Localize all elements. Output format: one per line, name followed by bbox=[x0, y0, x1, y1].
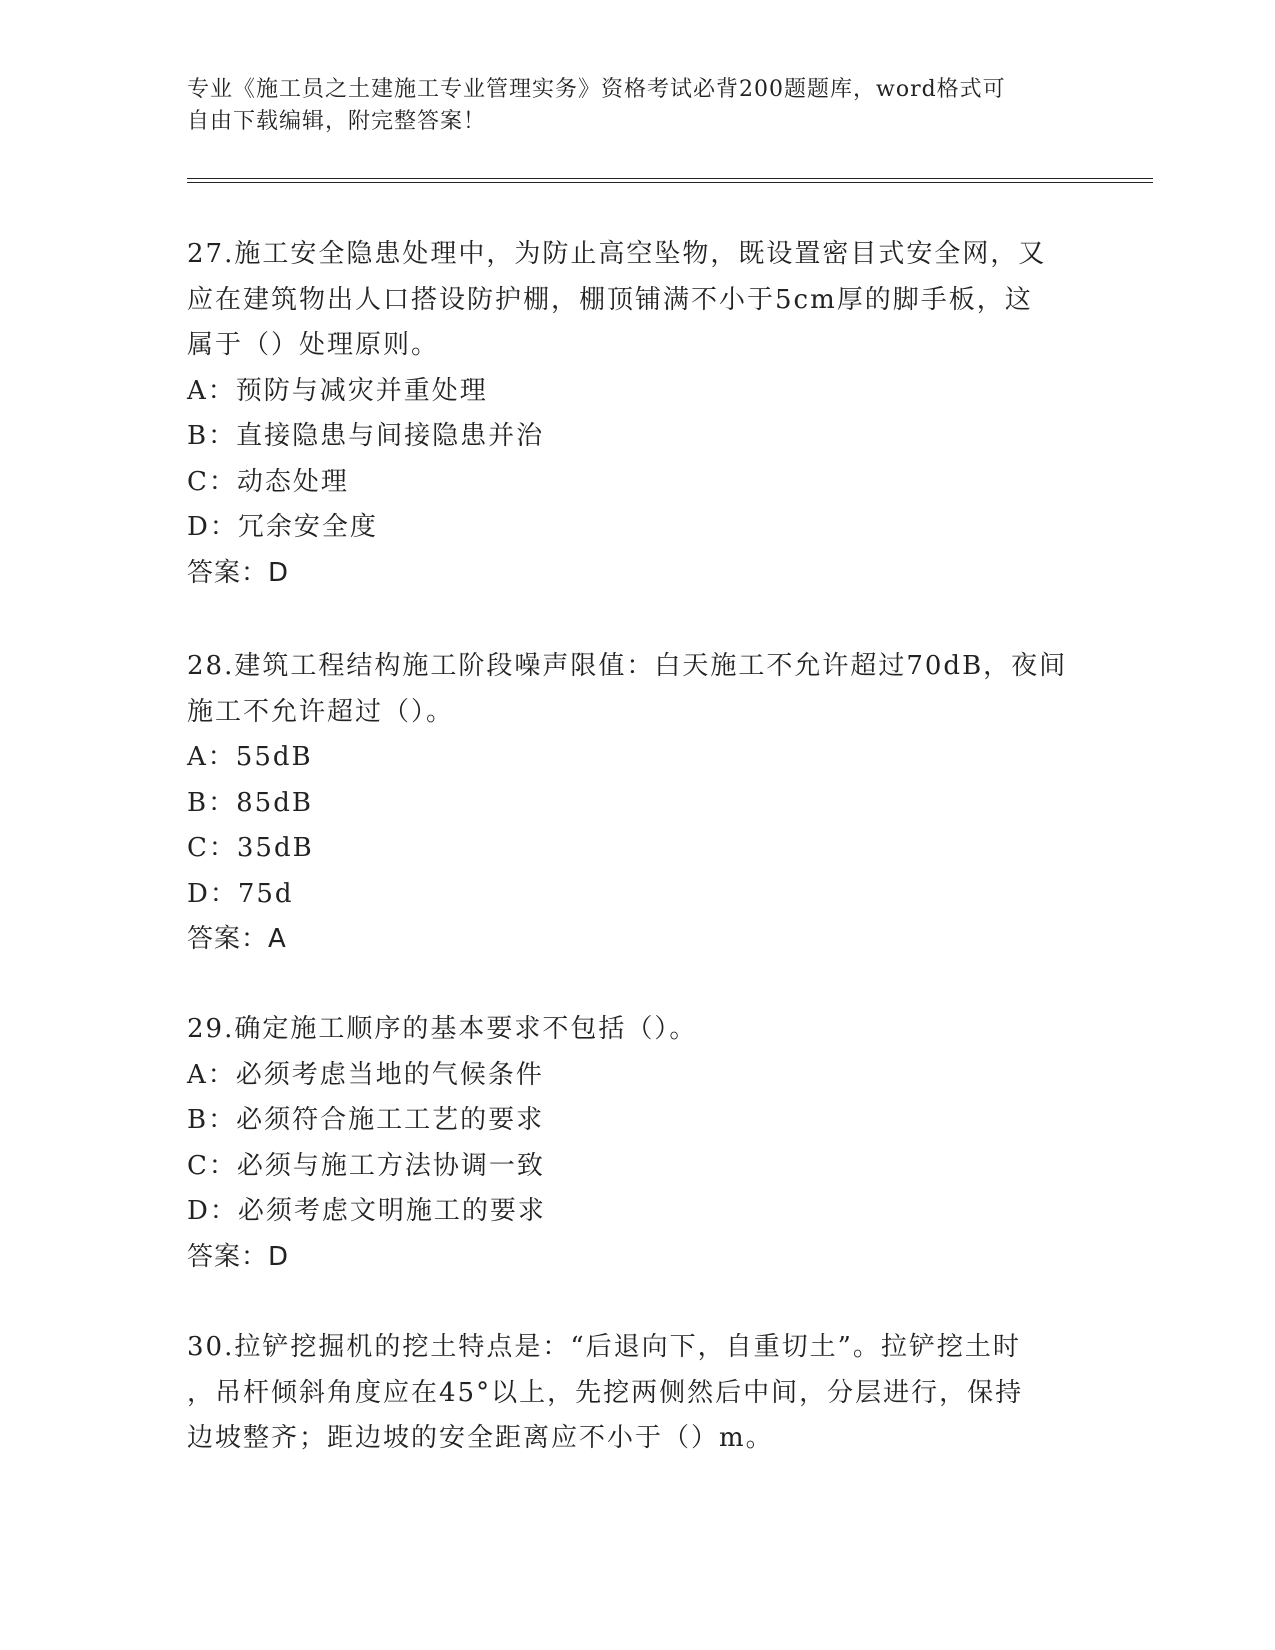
question-29-stem-line-1: 29.确定施工顺序的基本要求不包括（）。 bbox=[187, 1014, 698, 1044]
question-29-answer: 答案：D bbox=[187, 1241, 290, 1272]
question-28 bbox=[187, 644, 1087, 963]
question-28-option-a: A：55dB bbox=[187, 742, 313, 772]
question-27-stem-line-2: 应在建筑物出人口搭设防护棚，棚顶铺满不小于5cm厚的脚手板，这 bbox=[187, 284, 1033, 315]
question-30-stem-line-3: 边坡整齐；距边坡的安全距离应不小于（）m。 bbox=[187, 1423, 774, 1453]
question-30 bbox=[187, 1325, 1087, 1462]
question-27-option-a: A：预防与减灾并重处理 bbox=[187, 375, 488, 406]
question-30-stem-line-2: ，吊杆倾斜角度应在45°以上，先挖两侧然后中间，分层进行，保持 bbox=[187, 1377, 1024, 1408]
header-title-line-1: 专业《施工员之土建施工专业管理实务》资格考试必背200题题库，word格式可 bbox=[187, 77, 1006, 102]
question-27-option-d: D：冗余安全度 bbox=[187, 512, 378, 542]
header-title-line-2: 自由下载编辑，附完整答案！ bbox=[187, 109, 487, 134]
question-27-answer: 答案：D bbox=[187, 557, 290, 588]
question-29 bbox=[187, 1007, 1087, 1280]
document-header bbox=[187, 74, 1067, 138]
question-29-option-d: D：必须考虑文明施工的要求 bbox=[187, 1196, 546, 1226]
question-27 bbox=[187, 232, 1087, 596]
question-30-stem-line-1: 30.拉铲挖掘机的挖土特点是：“后退向下，自重切土”。拉铲挖土时 bbox=[187, 1332, 1021, 1362]
header-divider-bottom bbox=[187, 182, 1153, 183]
question-28-option-c: C：35dB bbox=[187, 833, 314, 863]
question-27-option-b: B：直接隐患与间接隐患并治 bbox=[187, 421, 545, 451]
question-27-stem-line-1: 27.施工安全隐患处理中，为防止高空坠物，既设置密目式安全网，又 bbox=[187, 239, 1047, 269]
question-28-option-d: D：75d bbox=[187, 878, 294, 909]
question-28-stem-line-2: 施工不允许超过（）。 bbox=[187, 696, 455, 727]
question-29-option-b: B：必须符合施工工艺的要求 bbox=[187, 1105, 545, 1135]
question-28-stem-line-1: 28.建筑工程结构施工阶段噪声限值：白天施工不允许超过70dB，夜间 bbox=[187, 651, 1068, 681]
header-divider-top bbox=[187, 178, 1153, 179]
question-27-option-c: C：动态处理 bbox=[187, 466, 349, 497]
question-28-option-b: B：85dB bbox=[187, 787, 313, 818]
question-28-answer: 答案：A bbox=[187, 924, 287, 954]
question-27-stem-line-3: 属于（）处理原则。 bbox=[187, 330, 440, 360]
question-29-option-a: A：必须考虑当地的气候条件 bbox=[187, 1059, 544, 1090]
question-29-option-c: C：必须与施工方法协调一致 bbox=[187, 1150, 545, 1181]
